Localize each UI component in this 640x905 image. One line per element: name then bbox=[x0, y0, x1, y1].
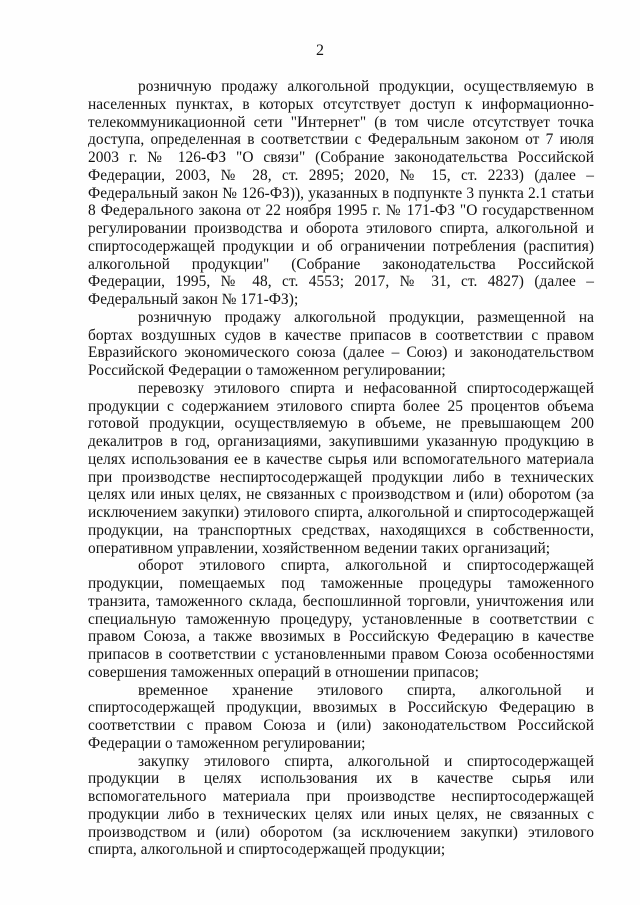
paragraph-retail-sale-no-internet: розничную продажу алкогольной продукции, осуществляемую в населенных пунктах, в которых отсутствует доступ к информационно-телекоммуникационной сети "Интернет" (в том числе отсутствует точка доступа, определенная в соответствии с Федеральным законом от 7 июля 2003 г. № 126-ФЗ "О связи" (Собрание законодательства Российской Федерации, 2003, № 28, ст. 2895; 2020, № 15, ст. 2233) (далее – Федеральный закон № 126-ФЗ)), указанных в подпункте 3 пункта 2.1 статьи 8 Федерального закона от 22 ноября 1995 г. № 171-ФЗ "О государственном регулировании производства и оборота этилового спирта, алкогольной и спиртосодержащей продукции и об ограничении потребления (распития) алкогольной продукции" (Собрание законодательства Российской Федерации, 1995, № 48, ст. 4553; 2017, № 31, ст. 4827) (далее – Федеральный закон № 171-ФЗ); bbox=[88, 78, 594, 308]
paragraph-purchase-raw-material: закупку этилового спирта, алкогольной и спиртосодержащей продукции в целях использования их в качестве сырья или вспомогательного материала при производстве неспиртосодержащей продукции либо в технических целях или иных целях, не связанных с производством и (или) оборотом (за исключением закупки) этилового спирта, алкогольной и спиртосодержащей продукции; bbox=[88, 752, 594, 859]
paragraph-transport-ethyl-alcohol: перевозку этилового спирта и нефасованной спиртосодержащей продукции с содержанием этилового спирта более 25 процентов объема готовой продукции, осуществляемую в объеме, не превышающем 200 декалитров в год, организациями, закупившими указанную продукцию в целях использования ее в качестве сырья или вспомогательного материала при производстве неспиртосодержащей продукции либо в технических целях или иных целях, не связанных с производством и (или) оборотом (за исключением закупки) этилового спирта, алкогольной и спиртосодержащей продукции, на транспортных средствах, находящихся в собственности, оперативном управлении, хозяйственном ведении таких организаций; bbox=[88, 379, 594, 557]
paragraph-customs-procedures-turnover: оборот этилового спирта, алкогольной и спиртосодержащей продукции, помещаемых под таможенные процедуры таможенного транзита, таможенного склада, беспошлинной торговли, уничтожения или специальную таможенную процедуру, установленные в соответствии с правом Союза, а также ввозимых в Российскую Федерацию в качестве припасов в соответствии с установленными правом Союза особенностями совершения таможенных операций в отношении припасов; bbox=[88, 557, 594, 681]
document-body bbox=[88, 78, 594, 859]
page-number: 2 bbox=[316, 42, 324, 59]
paragraph-temporary-storage: временное хранение этилового спирта, алкогольной и спиртосодержащей продукции, ввозимых в Российскую Федерацию в соответствии с правом Союза и (или) законодательством Российской Федерации о таможенном регулировании; bbox=[88, 681, 594, 752]
paragraph-retail-sale-aircraft: розничную продажу алкогольной продукции, размещенной на бортах воздушных судов в качестве припасов в соответствии с правом Евразийского экономического союза (далее – Союз) и законодательством Российской Федерации о таможенном регулировании; bbox=[88, 308, 594, 379]
